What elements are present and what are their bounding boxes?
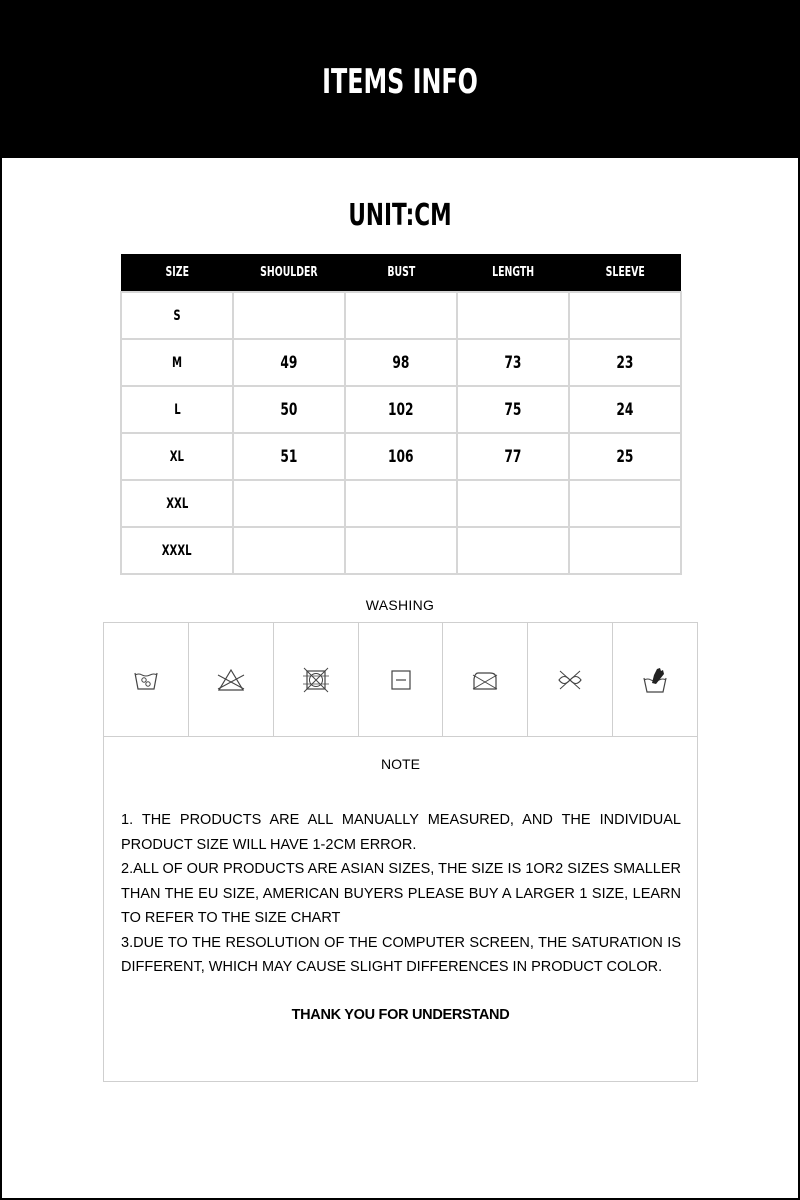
length-cell: 77 [457, 433, 569, 480]
shoulder-cell [233, 527, 345, 574]
sleeve-cell: 23 [569, 339, 681, 386]
size-cell: S [121, 292, 233, 339]
shoulder-cell: 50 [233, 386, 345, 433]
size-table [120, 254, 682, 575]
wash-cell [613, 623, 697, 736]
hand-wash-basin-icon [131, 665, 161, 695]
size-cell: XL [121, 433, 233, 480]
bust-cell [345, 480, 457, 527]
column-header-size: SIZE [121, 254, 233, 292]
wash-cell [274, 623, 359, 736]
do-not-bleach-icon [216, 665, 246, 695]
size-cell: M [121, 339, 233, 386]
note-body [121, 808, 681, 980]
table-row [121, 292, 681, 339]
table-row [121, 386, 681, 433]
sleeve-cell: 25 [569, 433, 681, 480]
column-header-bust: BUST [345, 254, 457, 292]
shoulder-cell: 49 [233, 339, 345, 386]
wash-cell [189, 623, 274, 736]
size-cell: XXXL [121, 527, 233, 574]
note-item: 2.ALL OF OUR PRODUCTS ARE ASIAN SIZES, THE SIZE IS 1OR2 SIZES SMALLER THAN THE EU SIZE, AMERICAN BUYERS PLEASE BUY A LARGER 1 SIZE, LEARN TO REFER TO THE SIZE CHART [121, 861, 681, 926]
wash-cell [359, 623, 444, 736]
thank-you-text: THANK YOU FOR UNDERSTAND [291, 1007, 510, 1023]
sleeve-cell [569, 292, 681, 339]
bust-cell: 102 [345, 386, 457, 433]
line-dry-icon [386, 665, 416, 695]
do-not-wring-icon [555, 665, 585, 695]
column-header-shoulder: SHOULDER [233, 254, 345, 292]
size-cell: L [121, 386, 233, 433]
unit-title: UNIT:CM [348, 198, 452, 233]
length-cell: 75 [457, 386, 569, 433]
do-not-iron-icon [470, 665, 500, 695]
table-row [121, 339, 681, 386]
note-item: 3.DUE TO THE RESOLUTION OF THE COMPUTER SCREEN, THE SATURATION IS DIFFERENT, WHICH MAY CAUSE SLIGHT DIFFERENCES IN PRODUCT COLOR. [121, 934, 681, 975]
wash-cell [104, 623, 189, 736]
note-title: NOTE [381, 756, 420, 772]
shoulder-cell [233, 480, 345, 527]
wash-cell [443, 623, 528, 736]
table-row [121, 480, 681, 527]
sleeve-cell [569, 527, 681, 574]
bust-cell [345, 527, 457, 574]
shoulder-cell [233, 292, 345, 339]
size-cell: XXL [121, 480, 233, 527]
length-cell [457, 480, 569, 527]
page-title: ITEMS INFO [322, 62, 478, 102]
note-box [103, 737, 698, 1082]
note-item: 1. THE PRODUCTS ARE ALL MANUALLY MEASURED, AND THE INDIVIDUAL PRODUCT SIZE WILL HAVE 1-2CM ERROR. [121, 812, 681, 853]
size-table-header-row [121, 254, 681, 292]
bust-cell: 98 [345, 339, 457, 386]
do-not-tumble-dry-icon [301, 665, 331, 695]
sleeve-cell: 24 [569, 386, 681, 433]
washing-label: WASHING [365, 597, 435, 613]
sleeve-cell [569, 480, 681, 527]
table-row [121, 433, 681, 480]
table-row [121, 527, 681, 574]
bust-cell [345, 292, 457, 339]
column-header-length: LENGTH [457, 254, 569, 292]
column-header-sleeve: SLEEVE [569, 254, 681, 292]
washing-icons-row [103, 622, 698, 737]
hand-wash-icon [640, 665, 670, 695]
shoulder-cell: 51 [233, 433, 345, 480]
length-cell [457, 292, 569, 339]
length-cell [457, 527, 569, 574]
bust-cell: 106 [345, 433, 457, 480]
wash-cell [528, 623, 613, 736]
length-cell: 73 [457, 339, 569, 386]
